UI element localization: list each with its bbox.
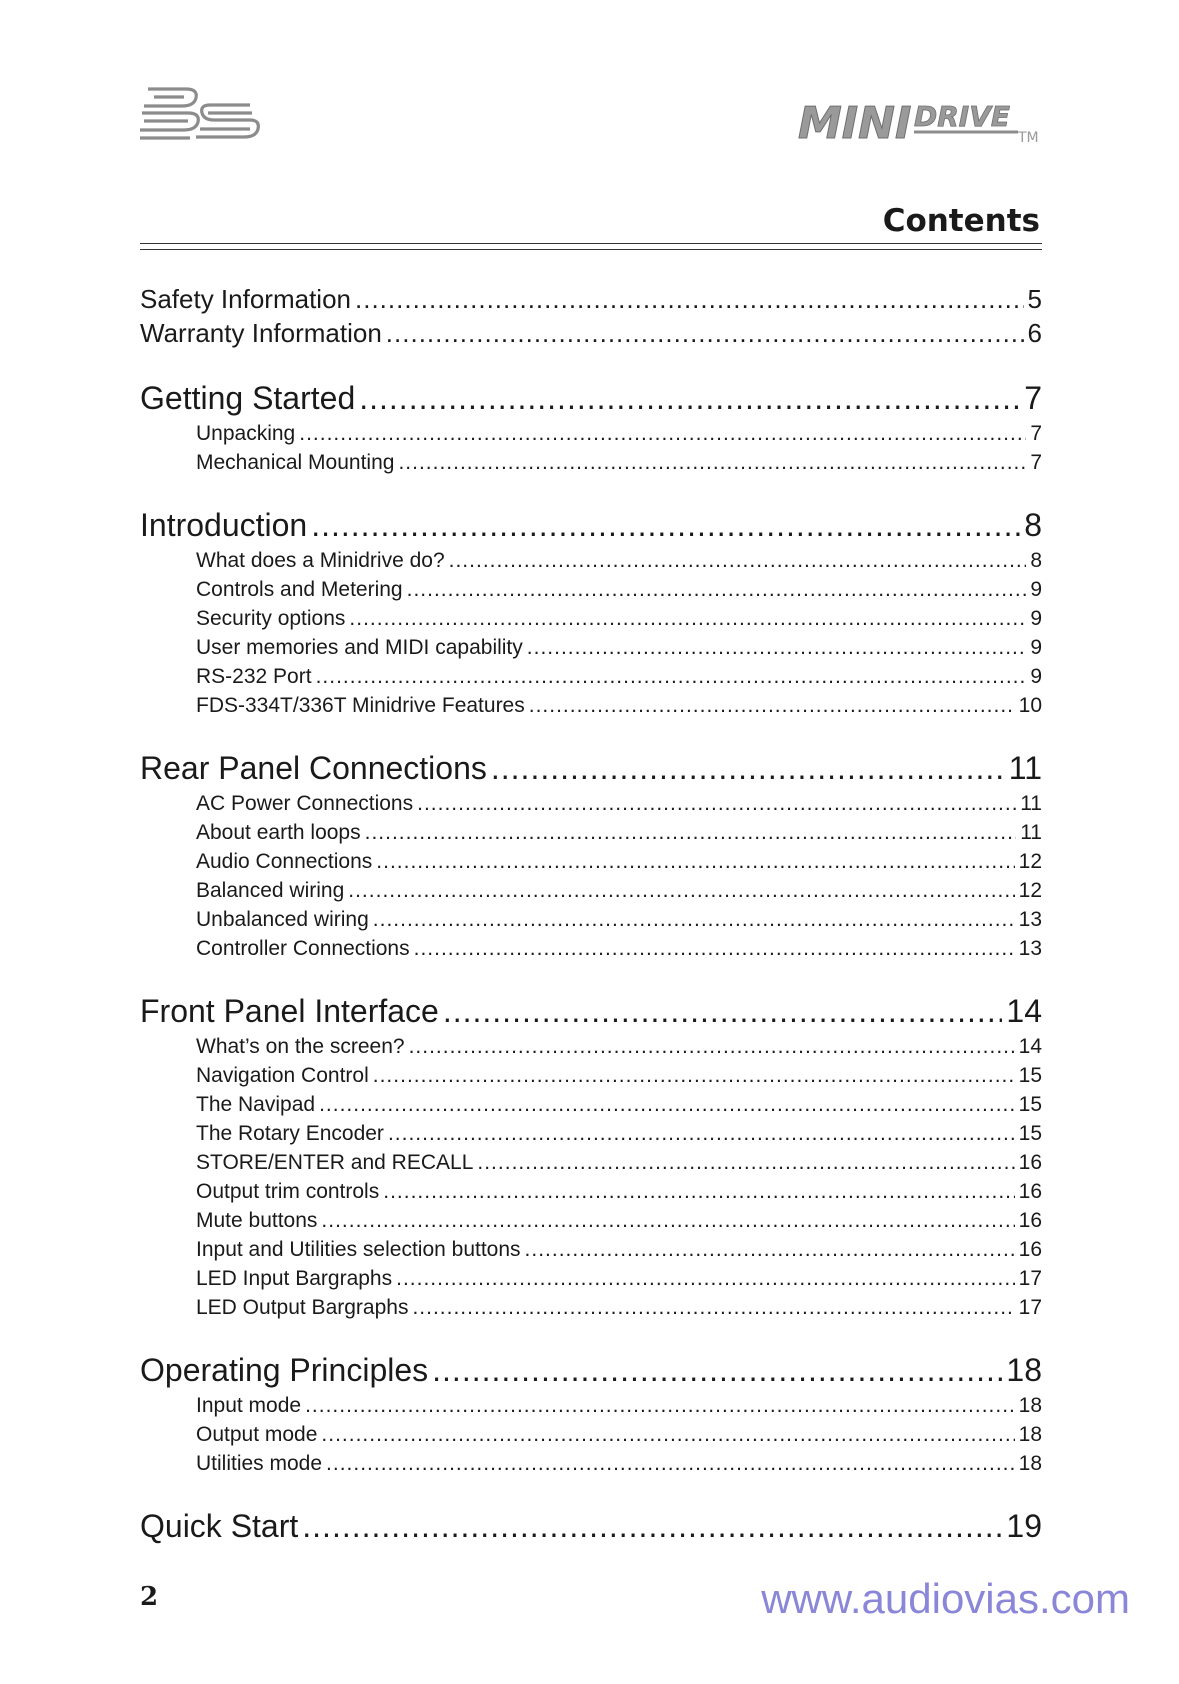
toc-item[interactable] [140,1032,1042,1061]
toc-item-title: About earth loops [196,821,361,844]
toc-item-title: Security options [196,607,346,630]
toc-item[interactable] [140,1449,1042,1478]
toc-item-page: 15 [1018,1093,1042,1116]
toc-entry-page: 6 [1027,318,1042,348]
toc-section-title: Operating Principles [140,1352,429,1388]
dot-leader [349,604,1026,633]
dot-leader [365,818,1017,847]
dot-leader [407,575,1027,604]
dot-leader [386,316,1024,350]
toc-item-page: 10 [1018,694,1042,717]
dot-leader [449,546,1027,575]
toc-item-page: 9 [1030,578,1042,601]
dot-leader [321,1206,1014,1235]
toc-item[interactable] [140,448,1042,477]
page-title: Contents [882,203,1040,239]
toc-item[interactable] [140,905,1042,934]
toc-item-title: Controls and Metering [196,578,403,601]
toc-item[interactable] [140,1420,1042,1449]
toc-item[interactable] [140,876,1042,905]
toc-item-page: 7 [1030,422,1042,445]
toc-item[interactable] [140,1148,1042,1177]
toc-item-page: 8 [1030,549,1042,572]
toc-item[interactable] [140,691,1042,720]
toc-item-page: 9 [1030,636,1042,659]
toc-section-page: 14 [1006,993,1042,1029]
toc-item-page: 16 [1018,1209,1042,1232]
toc-item-title: LED Output Bargraphs [196,1296,409,1319]
toc-item-title: Unbalanced wiring [196,908,369,931]
toc-item-page: 9 [1030,607,1042,630]
toc-item[interactable] [140,1235,1042,1264]
toc-item[interactable] [140,1177,1042,1206]
toc-item-title: Balanced wiring [196,879,345,902]
toc-item[interactable] [140,1061,1042,1090]
toc-section-title: Front Panel Interface [140,993,439,1029]
toc-item-title: FDS-334T/336T Minidrive Features [196,694,525,717]
toc-item-page: 9 [1030,665,1042,688]
dot-leader [316,662,1027,691]
toc-entry-title: Warranty Information [140,318,382,348]
toc-item-page: 12 [1018,879,1042,902]
dot-leader [359,377,1020,419]
toc-item-page: 17 [1018,1296,1042,1319]
toc-item-page: 15 [1018,1122,1042,1145]
toc-item-page: 7 [1030,451,1042,474]
toc-item-title: What’s on the screen? [196,1035,405,1058]
toc-item-title: Unpacking [196,422,296,445]
toc-section-getting-started[interactable] [140,377,1042,419]
toc-item-title: What does a Minidrive do? [196,549,445,572]
dot-leader [414,934,1015,963]
toc-section-page: 7 [1024,380,1042,416]
toc-item[interactable] [140,1206,1042,1235]
toc-item-page: 17 [1018,1267,1042,1290]
toc-item-title: The Rotary Encoder [196,1122,384,1145]
dot-leader [376,847,1014,876]
toc-section-front-panel-interface[interactable] [140,990,1042,1032]
toc-item-title: User memories and MIDI capability [196,636,523,659]
toc-item-page: 13 [1018,937,1042,960]
toc-section-page: 8 [1024,507,1042,543]
toc-entry-page: 5 [1027,284,1042,314]
toc-section-operating-principles[interactable] [140,1349,1042,1391]
toc-item-page: 11 [1020,821,1042,844]
toc-item-title: Utilities mode [196,1452,323,1475]
toc-section-title: Quick Start [140,1508,299,1544]
toc-item-title: Mute buttons [196,1209,318,1232]
toc-item[interactable] [140,934,1042,963]
toc-section-page: 11 [1008,750,1042,786]
toc-item-page: 12 [1018,850,1042,873]
dot-leader [383,1177,1014,1206]
dot-leader [319,1090,1015,1119]
toc-item-page: 18 [1018,1394,1042,1417]
toc-item-title: LED Input Bargraphs [196,1267,393,1290]
dot-leader [299,419,1026,448]
toc-entry-safety-information[interactable] [140,282,1042,316]
toc-section-title: Rear Panel Connections [140,750,487,786]
dot-leader [525,1235,1015,1264]
toc-item-title: RS-232 Port [196,665,312,688]
toc-section-rear-panel-connections[interactable] [140,747,1042,789]
toc-item[interactable] [140,419,1042,448]
dot-leader [373,1061,1015,1090]
dot-leader [398,448,1026,477]
dot-leader [491,747,1005,789]
dot-leader [321,1420,1014,1449]
toc-section-introduction[interactable] [140,504,1042,546]
toc-item[interactable] [140,1090,1042,1119]
toc-section-page: 18 [1006,1352,1042,1388]
toc-item-page: 15 [1018,1064,1042,1087]
dot-leader [443,990,1003,1032]
toc-item-page: 18 [1018,1452,1042,1475]
toc-item-title: Output trim controls [196,1180,380,1203]
toc-entry-title: Safety Information [140,284,351,314]
toc-item-title: The Navipad [196,1093,316,1116]
toc-item[interactable] [140,662,1042,691]
toc-item[interactable] [140,1293,1042,1322]
dot-leader [355,282,1024,316]
page-number: 2 [140,1582,159,1612]
toc-item-title: STORE/ENTER and RECALL [196,1151,474,1174]
dot-leader [477,1148,1014,1177]
toc-item-title: Input mode [196,1394,302,1417]
toc-section-quick-start[interactable] [140,1505,1042,1547]
dot-leader [527,633,1027,662]
toc-item-page: 16 [1018,1151,1042,1174]
toc-item[interactable] [140,633,1042,662]
toc-item-title: Mechanical Mounting [196,451,395,474]
dot-leader [305,1391,1015,1420]
toc-item[interactable] [140,575,1042,604]
dot-leader [409,1032,1015,1061]
dot-leader [348,876,1014,905]
toc-item-title: Input and Utilities selection buttons [196,1238,521,1261]
dot-leader [529,691,1015,720]
toc-item[interactable] [140,604,1042,633]
toc-item[interactable] [140,789,1042,818]
toc-section-title: Introduction [140,507,308,543]
toc-section-page: 19 [1006,1508,1042,1544]
dot-leader [396,1264,1015,1293]
toc-item-page: 14 [1018,1035,1042,1058]
table-of-contents [140,282,1042,1547]
dot-leader [432,1349,1002,1391]
toc-entry-warranty-information[interactable] [140,316,1042,350]
toc-item-title: AC Power Connections [196,792,414,815]
svg-text:MINI: MINI [798,98,912,148]
website-watermark[interactable]: www.audiovias.com [761,1575,1130,1622]
dot-leader [412,1293,1014,1322]
dot-leader [326,1449,1015,1478]
toc-item-page: 18 [1018,1423,1042,1446]
toc-item[interactable] [140,847,1042,876]
title-divider [140,243,1042,250]
toc-item-page: 16 [1018,1238,1042,1261]
toc-item-title: Audio Connections [196,850,373,873]
contents-heading [140,202,1042,250]
dot-leader [302,1505,1002,1547]
dot-leader [417,789,1016,818]
svg-text:TM: TM [1018,130,1039,146]
dot-leader [388,1119,1015,1148]
toc-item-title: Output mode [196,1423,318,1446]
dot-leader [373,905,1015,934]
toc-item[interactable] [140,1264,1042,1293]
toc-item-page: 13 [1018,908,1042,931]
svg-text:DRIVE: DRIVE [914,100,1011,133]
minidrive-logo [796,98,1042,148]
dot-leader [311,504,1020,546]
toc-item[interactable] [140,1119,1042,1148]
toc-item-page: 11 [1020,792,1042,815]
toc-section-title: Getting Started [140,380,356,416]
toc-item-title: Navigation Control [196,1064,369,1087]
toc-item-page: 16 [1018,1180,1042,1203]
bss-logo [140,85,270,143]
toc-item-title: Controller Connections [196,937,410,960]
toc-item[interactable] [140,818,1042,847]
toc-item[interactable] [140,1391,1042,1420]
toc-item[interactable] [140,546,1042,575]
